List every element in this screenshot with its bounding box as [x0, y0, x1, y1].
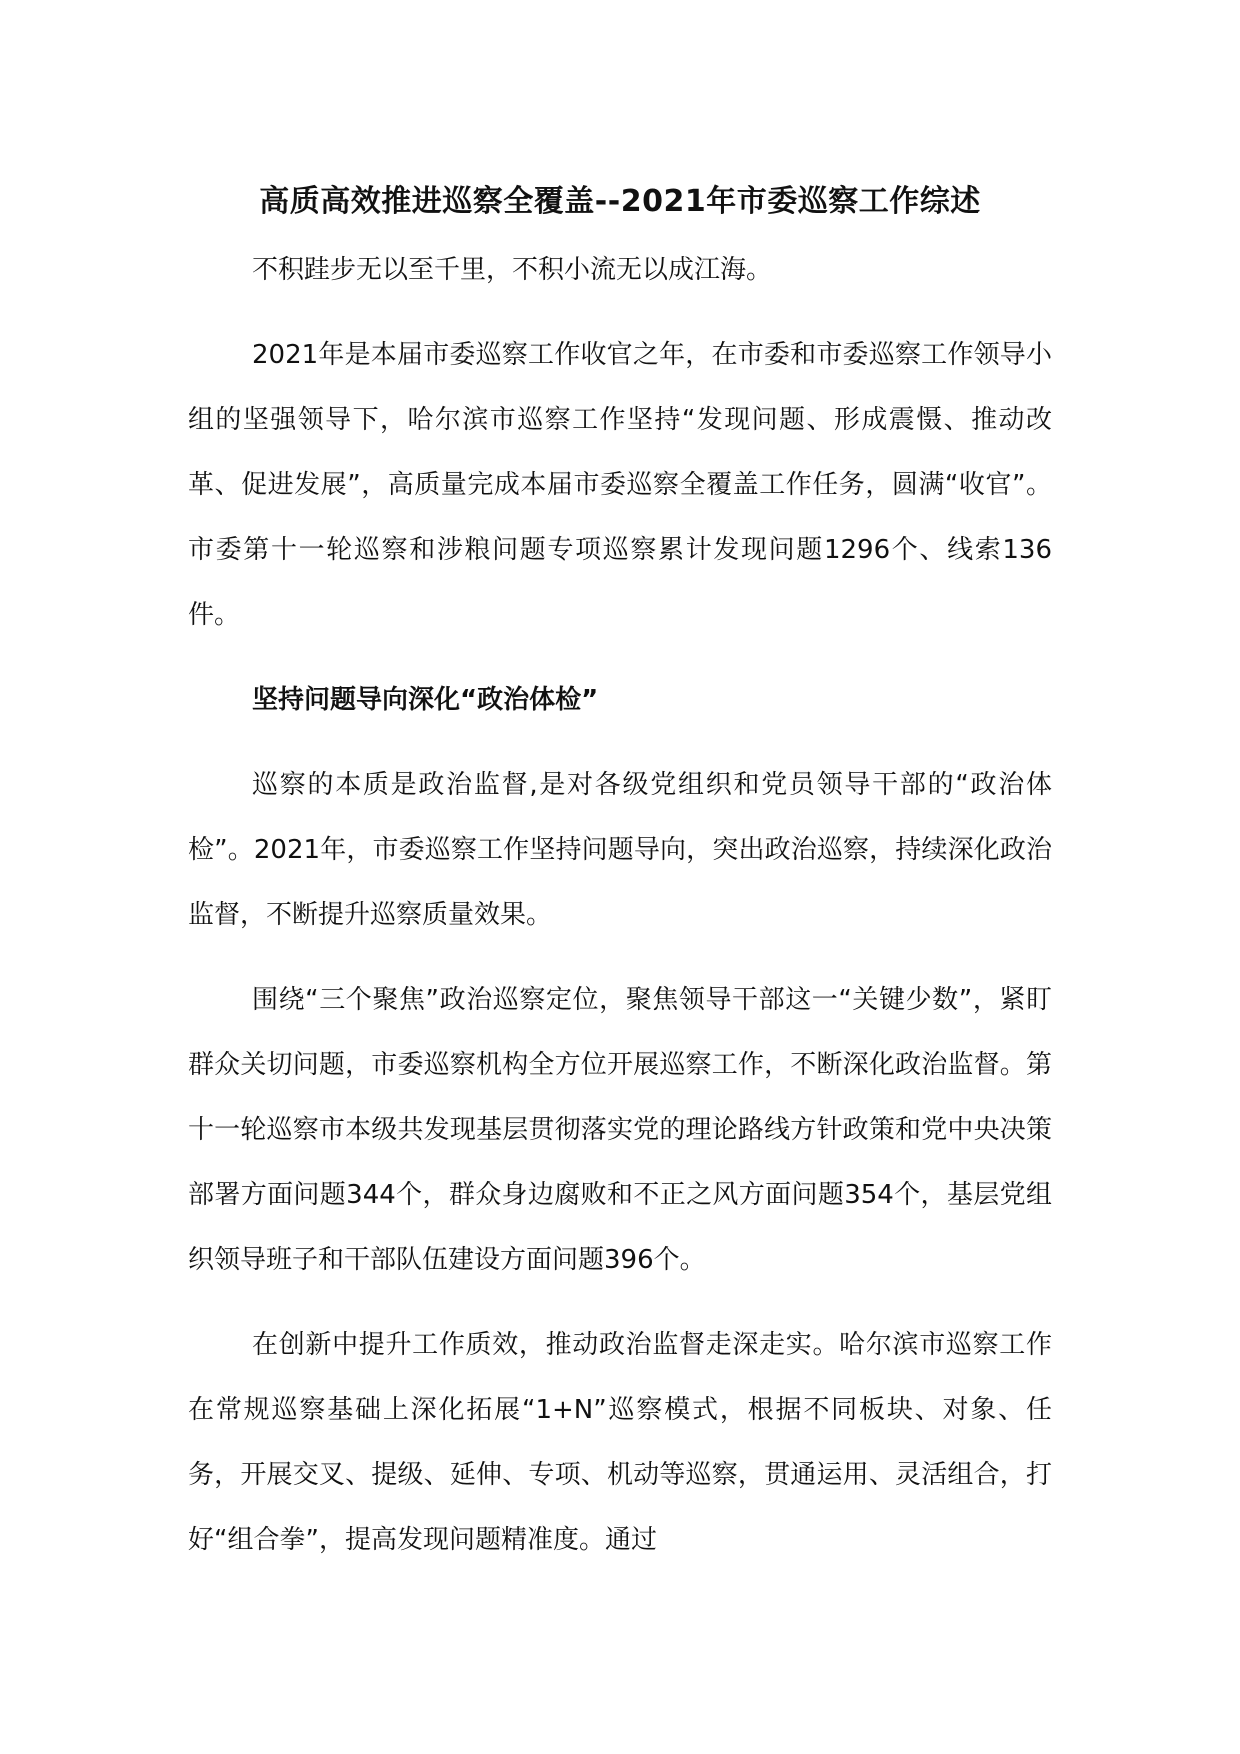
- paragraph-innovation: 在创新中提升工作质效，推动政治监督走深走实。哈尔滨市巡察工作在常规巡察基础上深化拓展“1+N”巡察模式，根据不同板块、对象、任务，开展交叉、提级、延伸、专项、机动等巡察，贯通运用、灵活组合，打好“组合拳”，提高发现问题精准度。通过: [188, 1330, 1052, 1555]
- paragraph-overview: 2021年是本届市委巡察工作收官之年，在市委和市委巡察工作领导小组的坚强领导下，哈尔滨市巡察工作坚持“发现问题、形成震慑、推动改革、促进发展”，高质量完成本届市委巡察全覆盖工作任务，圆满“收官”。市委第十一轮巡察和涉粮问题专项巡察累计发现问题1296个、线索136件。: [188, 340, 1052, 630]
- paragraph-intro: 不积跬步无以至千里，不积小流无以成江海。: [252, 255, 773, 285]
- section-heading: 坚持问题导向深化“政治体检”: [252, 685, 599, 715]
- paragraph-political-inspection: 巡察的本质是政治监督,是对各级党组织和党员领导干部的“政治体检”。2021年，市委巡察工作坚持问题导向，突出政治巡察，持续深化政治监督，不断提升巡察质量效果。: [188, 770, 1052, 930]
- document-title: 高质高效推进巡察全覆盖--2021年市委巡察工作综述: [259, 184, 981, 219]
- paragraph-three-focus: 围绕“三个聚焦”政治巡察定位，聚焦领导干部这一“关键少数”，紧盯群众关切问题，市委巡察机构全方位开展巡察工作，不断深化政治监督。第十一轮巡察市本级共发现基层贯彻落实党的理论路线方针政策和党中央决策部署方面问题344个，群众身边腐败和不正之风方面问题354个，基层党组织领导班子和干部队伍建设方面问题396个。: [188, 985, 1052, 1275]
